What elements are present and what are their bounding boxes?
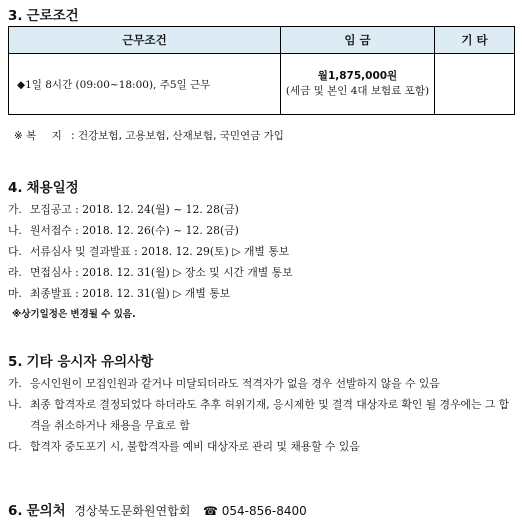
contact-phone: ☎ 054-856-8400	[202, 504, 307, 518]
telephone-icon: ☎	[202, 504, 218, 518]
list-item: 가. 모집공고 : 2018. 12. 24(월) ~ 12. 28(금)	[8, 203, 239, 216]
list-item: 다. 합격자 중도포기 시, 불합격자를 예비 대상자로 관리 및 채용할 수 있음	[8, 440, 360, 453]
list-item: 나. 최종 합격자로 결정되었다 하더라도 추후 허위기재, 응시제한 및 결격 대상자로 확인 될 경우에는 그 합격을 취소하거나 채용을 무효로 함	[8, 398, 510, 432]
schedule-list	[8, 199, 293, 304]
table-row	[9, 54, 515, 115]
list-item: 라. 면접심사 : 2018. 12. 31(월) ▷ 장소 및 시간 개별 통보	[8, 266, 293, 279]
welfare-text: : 건강보험, 고용보험, 산재보험, 국민연금 가입	[71, 130, 284, 142]
wage-note: (세금 및 본인 4대 보험료 포함)	[285, 85, 430, 97]
welfare-note: ※ 복 지 : 건강보험, 고용보험, 산재보험, 국민연금 가입	[14, 130, 284, 142]
cell-other	[435, 54, 515, 115]
bullet-icon: ◆	[17, 78, 26, 91]
work-conditions-table	[8, 26, 515, 115]
header-work-conditions: 근무조건	[9, 27, 281, 54]
notice-list	[8, 373, 514, 457]
wage-amount: 월1,875,000원	[317, 70, 398, 82]
header-wage: 임 금	[281, 27, 435, 54]
cell-condition: ◆1일 8시간 (09:00~18:00), 주5일 근무	[9, 54, 281, 115]
section-4-heading: 4. 채용일정	[8, 180, 79, 196]
list-item: 다. 서류심사 및 결과발표 : 2018. 12. 29(토) ▷ 개별 통보	[8, 245, 290, 258]
list-item: 마. 최종발표 : 2018. 12. 31(월) ▷ 개별 통보	[8, 287, 231, 300]
contact-organization: 경상북도문화원연합회	[74, 504, 191, 518]
header-other: 기 타	[435, 27, 515, 54]
schedule-change-note: ※상기일정은 변경될 수 있음.	[12, 309, 136, 320]
list-item: 나. 원서접수 : 2018. 12. 26(수) ~ 12. 28(금)	[8, 224, 239, 237]
list-item: 가. 응시인원이 모집인원과 같거나 미달되더라도 적격자가 없을 경우 선발하지 않을 수 있음	[8, 377, 440, 390]
cell-wage	[281, 54, 435, 115]
section-5-heading: 5. 기타 응시자 유의사항	[8, 354, 154, 370]
welfare-label: 복 지	[26, 130, 68, 142]
section-3-heading: 3. 근로조건	[8, 8, 79, 24]
section-6-heading: 6. 문의처 경상북도문화원연합회 ☎ 054-856-8400	[8, 503, 307, 519]
